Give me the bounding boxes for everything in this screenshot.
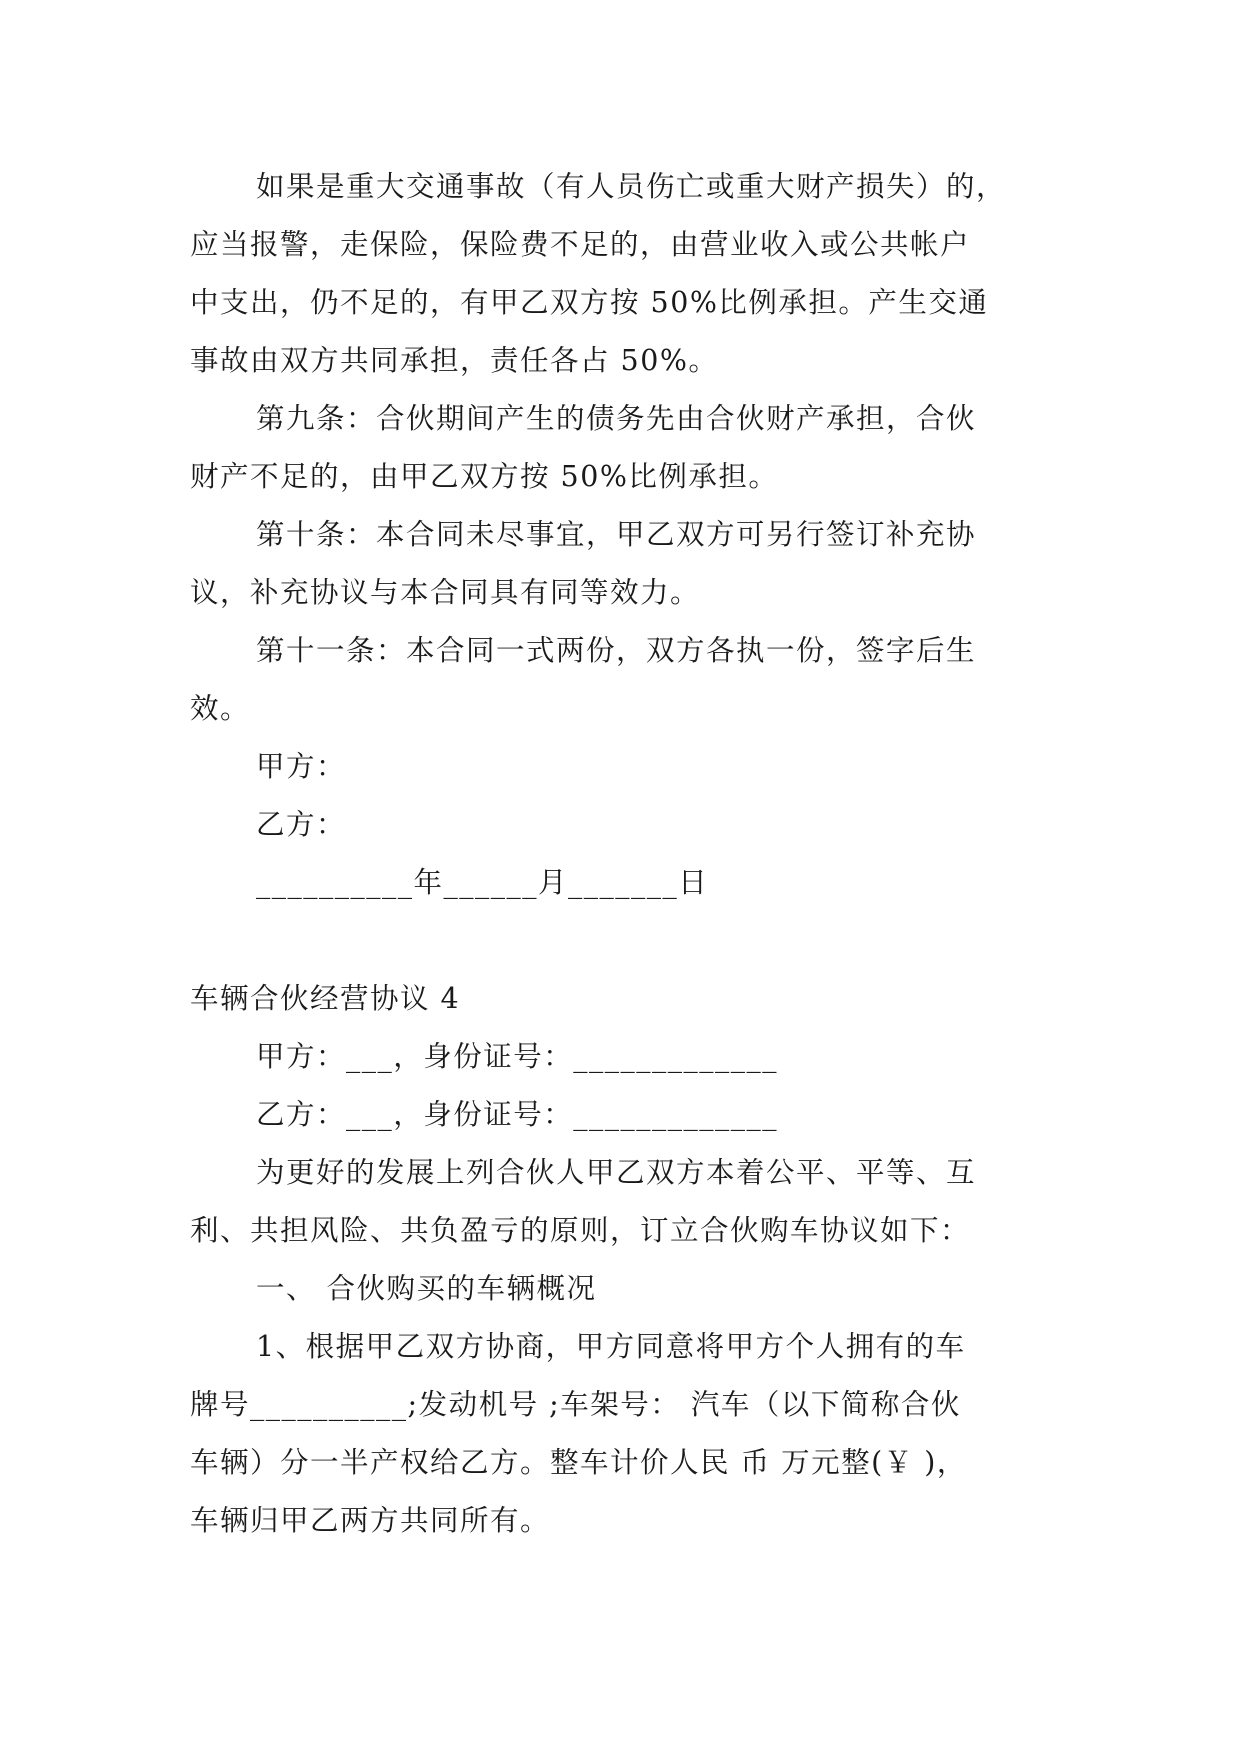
clause-nine (190, 390, 1050, 506)
text-line: 应当报警，走保险，保险费不足的，由营业收入或公共帐户 (190, 228, 971, 261)
text-line: 如果是重大交通事故（有人员伤亡或重大财产损失）的， (256, 170, 1007, 203)
text-line: 中支出，仍不足的，有甲乙双方按 50%比例承担。产生交通 (190, 286, 989, 319)
section-gap (190, 912, 1050, 970)
clause-ten (190, 506, 1050, 622)
text-line: 车辆归甲乙两方共同所有。 (190, 1504, 551, 1537)
clause-eleven (190, 622, 1050, 738)
text-line: 为更好的发展上列合伙人甲乙双方本着公平、平等、互 (256, 1156, 977, 1189)
parties-block (190, 1028, 1050, 1144)
party-a-signature: 甲方： (256, 750, 347, 783)
party-a-info: 甲方：___，身份证号：_____________ (256, 1040, 779, 1073)
text-line: 第十条：本合同未尽事宜，甲乙双方可另行签订补充协 (256, 518, 977, 551)
text-line: 效。 (190, 692, 251, 725)
heading-vehicle-overview (190, 1260, 1050, 1318)
party-b-signature: 乙方： (256, 808, 347, 841)
text-line: 牌号__________;发动机号 ;车架号： 汽车（以下简称合伙 (190, 1388, 961, 1421)
intro-paragraph (190, 1144, 1050, 1260)
document-page (190, 158, 1050, 1550)
section-heading: 一、 合伙购买的车辆概况 (256, 1272, 597, 1305)
section-title: 车辆合伙经营协议 4 (190, 982, 461, 1015)
text-line: 事故由双方共同承担，责任各占 50%。 (190, 344, 719, 377)
text-line: 议，补充协议与本合同具有同等效力。 (190, 576, 701, 609)
text-line: 第十一条：本合同一式两份，双方各执一份，签字后生 (256, 634, 977, 667)
clause-one (190, 1318, 1050, 1550)
signature-block (190, 738, 1050, 912)
paragraph-accident (190, 158, 1050, 390)
text-line: 1、根据甲乙双方协商，甲方同意将甲方个人拥有的车 (256, 1330, 966, 1363)
text-line: 财产不足的，由甲乙双方按 50%比例承担。 (190, 460, 779, 493)
text-line: 利、共担风险、共负盈亏的原则，订立合伙购车协议如下： (190, 1214, 971, 1247)
text-line: 第九条：合伙期间产生的债务先由合伙财产承担，合伙 (256, 402, 977, 435)
party-b-info: 乙方：___，身份证号：_____________ (256, 1098, 779, 1131)
signature-date: __________年______月_______日 (256, 866, 709, 899)
text-line: 车辆）分一半产权给乙方。整车计价人民 币 万元整(￥ )， (190, 1446, 967, 1479)
